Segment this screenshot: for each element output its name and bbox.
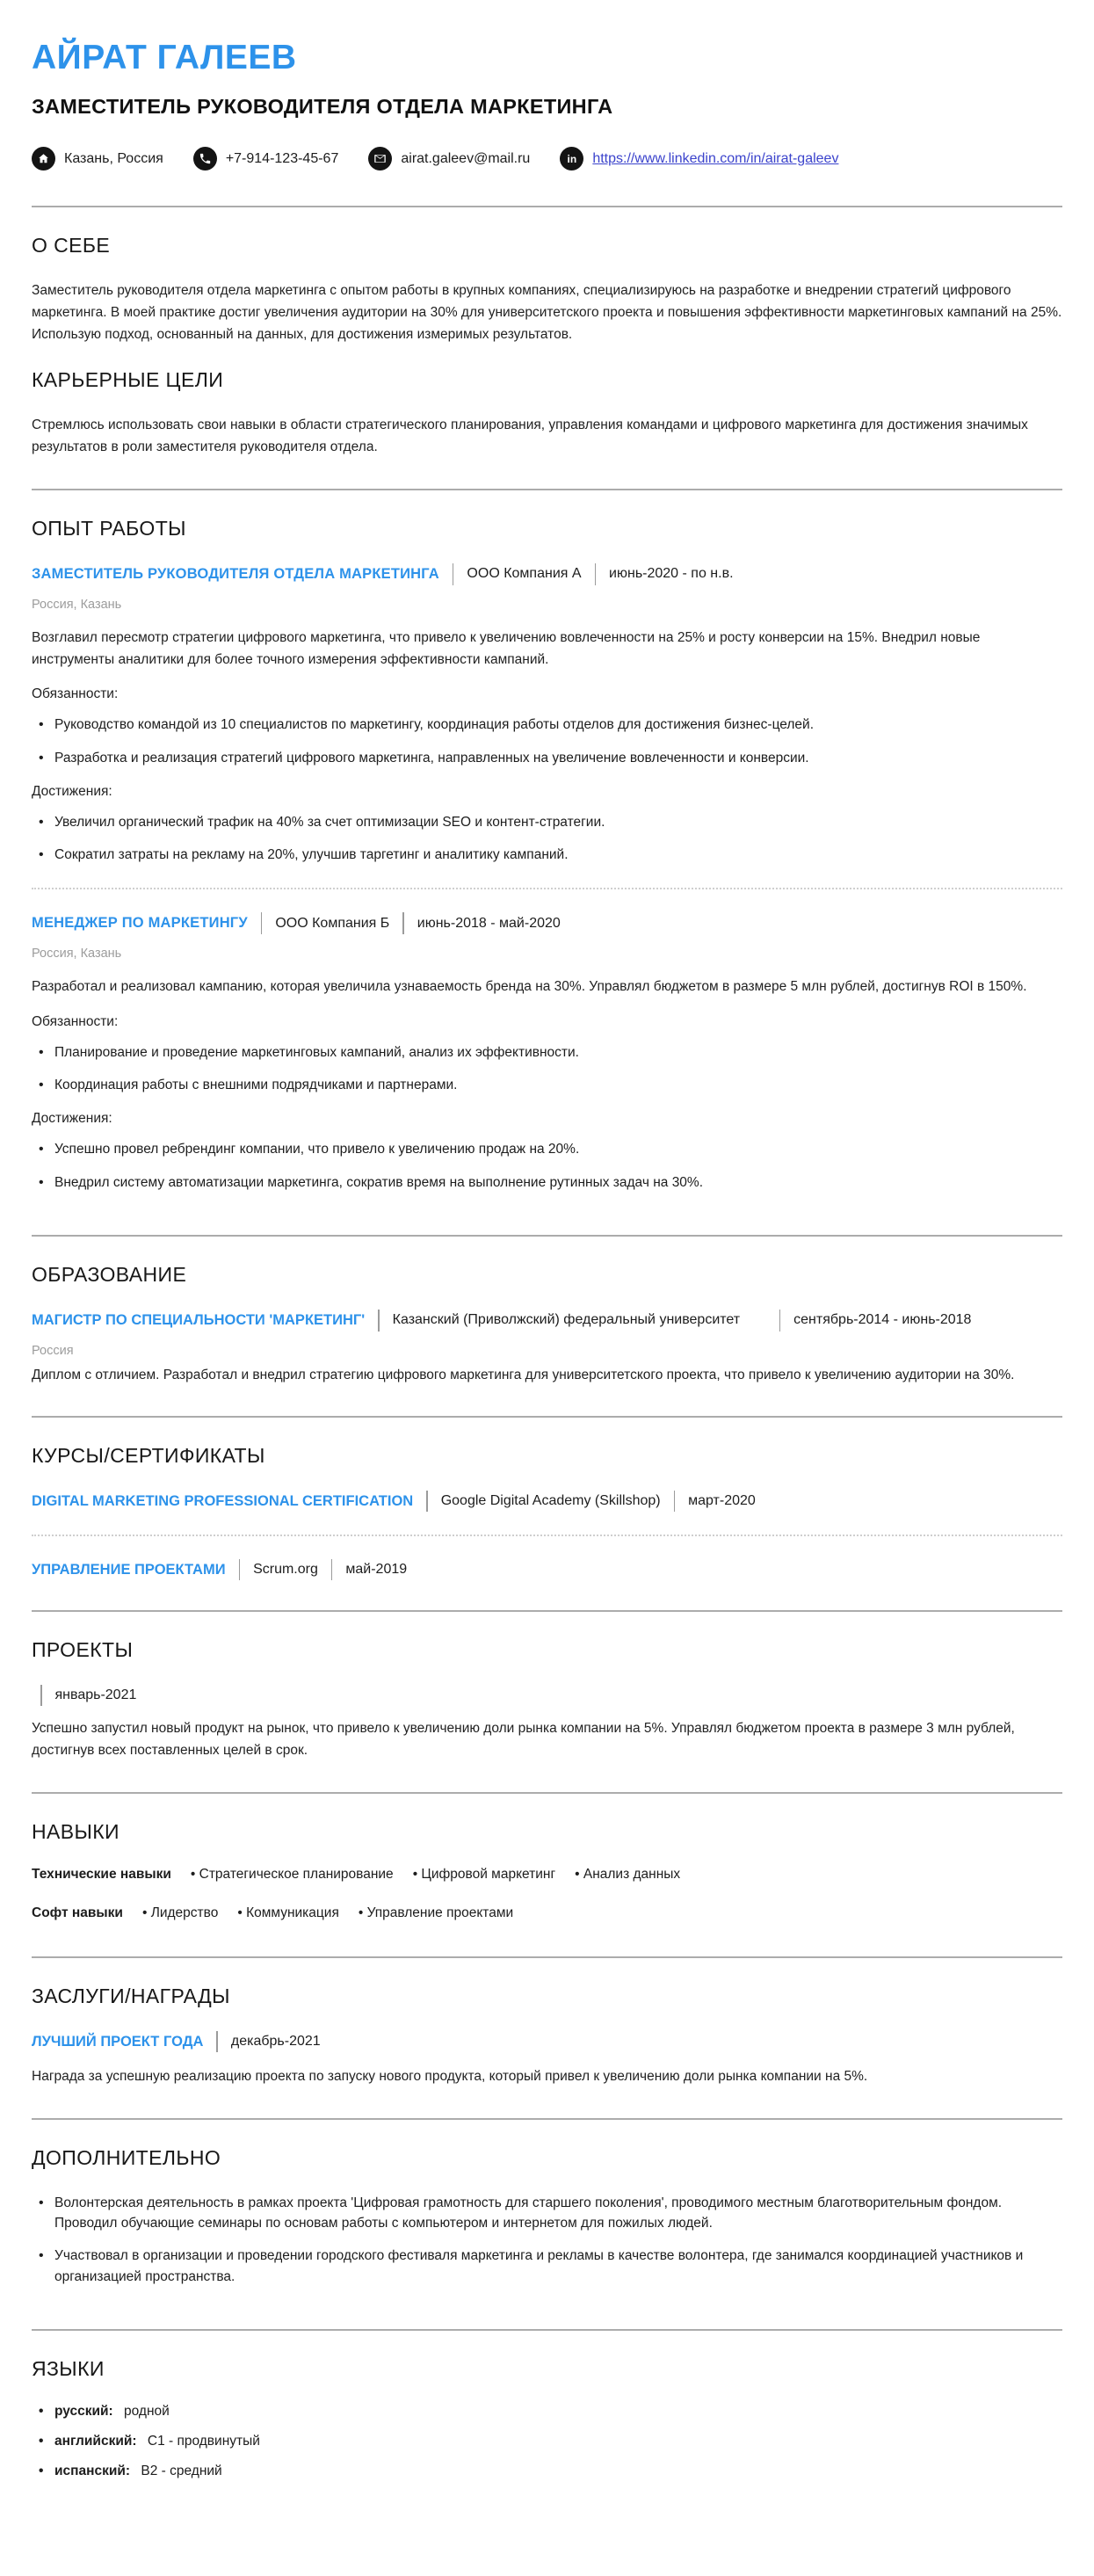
career-goals-text: Стремлюсь использовать свои навыки в области стратегического планирования, управления командами и цифрового маркетинга для достижения значимых результатов в роли заместителя руководителя отдела. (32, 417, 1028, 455)
certification-entry (32, 1559, 1062, 1580)
contact-phone (193, 147, 339, 171)
contact-row (32, 147, 1062, 171)
soft-skills-row (32, 1905, 1062, 1921)
vertical-divider (216, 2031, 218, 2052)
achievements-label: Достижения: (32, 1111, 112, 1127)
awards-heading: ЗАСЛУГИ/НАГРАДЫ (32, 1985, 230, 2008)
list-item: • Руководство командой из 10 специалистов по маркетингу, координация работы отделов для достижения бизнес-целей. (32, 715, 1062, 735)
duties-list (32, 715, 1062, 768)
job-location: Россия, Казань (32, 947, 122, 961)
award-date: декабрь-2021 (230, 2034, 321, 2050)
contact-linkedin (560, 147, 838, 171)
vertical-divider (453, 563, 454, 585)
skill-item: • Управление проектами (359, 1905, 513, 1921)
vertical-divider (378, 1310, 380, 1332)
soft-skills-label: Софт навыки (32, 1905, 123, 1921)
job-header (32, 912, 1062, 934)
section-career-goals (32, 352, 1062, 489)
achievements-label: Достижения: (32, 783, 112, 799)
achievements-list (32, 1139, 1062, 1193)
language-level: B2 - средний (141, 2463, 222, 2478)
linkedin-link[interactable]: https://www.linkedin.com/in/airat-galeev (592, 150, 839, 166)
list-item: • Успешно провел ребрендинг компании, что привело к увеличению продаж на 20%. (32, 1139, 1062, 1159)
education-dates: сентябрь-2014 - июнь-2018 (793, 1312, 972, 1328)
job-entry (32, 563, 1062, 865)
languages-list (32, 2404, 1062, 2479)
job-location: Россия, Казань (32, 597, 122, 612)
phone-icon (193, 147, 217, 171)
skill-item: • Лидерство (142, 1905, 218, 1921)
about-heading: О СЕБЕ (32, 234, 111, 257)
job-title: МЕНЕДЖЕР ПО МАРКЕТИНГУ (32, 915, 248, 932)
vertical-divider (426, 1491, 428, 1512)
section-languages (32, 2331, 1062, 2523)
duties-label: Обязанности: (32, 1013, 119, 1029)
list-item (32, 2464, 1062, 2479)
certification-title: УПРАВЛЕНИЕ ПРОЕКТАМИ (32, 1561, 226, 1578)
contact-phone-text: +7-914-123-45-67 (225, 150, 339, 166)
duties-label: Обязанности: (32, 686, 119, 702)
email-icon (368, 147, 392, 171)
entry-divider (32, 1535, 1062, 1536)
project-date: январь-2021 (54, 1687, 137, 1703)
vertical-divider (261, 912, 263, 934)
vertical-divider (331, 1559, 333, 1580)
job-summary: Возглавил пересмотр стратегии цифрового маркетинга, что привело к увеличению вовлеченности на 25% и росту конверсии на 15%. Внедрил новые инструменты аналитики для более точного измерения эффективности кампаний. (32, 629, 981, 667)
skill-item: • Цифровой маркетинг (413, 1867, 555, 1883)
person-name: АЙРАТ ГАЛЕЕВ (32, 39, 297, 76)
about-text: Заместитель руководителя отдела маркетинга с опытом работы в крупных компаниях, специализируюсь на разработке и внедрении стратегий цифрового маркетинга. В моей практике достиг увеличения аудитории на 30% для университетского проекта и повышения эффективности маркетинговых кампаний на 25%. Использую подход, основанный на данных, для достижения измеримых результатов. (32, 283, 1062, 342)
award-text: Награда за успешную реализацию проекта по запуску нового продукта, который привел к увеличению доли рынка компании на 5%. (32, 2069, 868, 2085)
education-text: Диплом с отличием. Разработал и внедрил стратегию цифрового маркетинга для университетского проекта, что привело к увеличению аудитории на 30%. (32, 1367, 1015, 1382)
contact-email-text: airat.galeev@mail.ru (401, 150, 531, 166)
degree-title: МАГИСТР ПО СПЕЦИАЛЬНОСТИ 'МАРКЕТИНГ' (32, 1311, 366, 1328)
section-additional (32, 2120, 1062, 2329)
job-dates: июнь-2018 - май-2020 (417, 915, 561, 931)
certification-date: март-2020 (688, 1493, 756, 1509)
vertical-divider (674, 1491, 676, 1512)
section-projects (32, 1612, 1062, 1792)
skill-item: • Стратегическое планирование (191, 1867, 394, 1883)
home-icon (32, 147, 55, 171)
language-name: английский: (54, 2433, 137, 2449)
resume-header (32, 39, 1062, 171)
vertical-divider (402, 912, 404, 934)
certification-issuer: Scrum.org (253, 1562, 318, 1578)
institution: Казанский (Приволжский) федеральный университет (392, 1312, 741, 1328)
certification-date: май-2019 (345, 1562, 408, 1578)
section-about (32, 207, 1062, 352)
language-name: испанский: (54, 2463, 131, 2478)
list-item: • Внедрил систему автоматизации маркетинга, сократив время на выполнение рутинных задач на 30%. (32, 1172, 1062, 1193)
list-item: • Планирование и проведение маркетинговых кампаний, анализ их эффективности. (32, 1042, 1062, 1063)
skills-heading: НАВЫКИ (32, 1820, 120, 1844)
list-item: • Разработка и реализация стратегий цифрового маркетинга, направленных на увеличение вовлеченности и конверсии. (32, 748, 1062, 768)
technical-skills-row (32, 1867, 1062, 1883)
section-skills (32, 1794, 1062, 1956)
experience-heading: ОПЫТ РАБОТЫ (32, 516, 186, 540)
job-entry (32, 912, 1062, 1193)
job-header (32, 563, 1062, 585)
contact-email (368, 147, 530, 171)
certification-title: DIGITAL MARKETING PROFESSIONAL CERTIFICATION (32, 1492, 414, 1509)
section-awards (32, 1958, 1062, 2118)
language-name: русский: (54, 2403, 113, 2419)
job-company: ООО Компания Б (275, 915, 390, 931)
career-goals-heading: КАРЬЕРНЫЕ ЦЕЛИ (32, 368, 224, 392)
vertical-divider (779, 1310, 781, 1332)
list-item (32, 2434, 1062, 2449)
award-entry-header (32, 2031, 1062, 2052)
award-title: ЛУЧШИЙ ПРОЕКТ ГОДА (32, 2033, 204, 2050)
entry-divider (32, 888, 1062, 889)
job-company: ООО Компания А (467, 566, 582, 582)
list-item: • Координация работы с внешними подрядчиками и партнерами. (32, 1075, 1062, 1095)
language-level: C1 - продвинутый (147, 2433, 260, 2449)
certification-entry (32, 1491, 1062, 1512)
languages-heading: ЯЗЫКИ (32, 2356, 105, 2380)
section-experience (32, 490, 1062, 1235)
job-dates: июнь-2020 - по н.в. (609, 566, 734, 582)
duties-list (32, 1042, 1062, 1096)
contact-location-text: Казань, Россия (64, 150, 163, 166)
language-level: родной (124, 2403, 170, 2419)
job-title: ЗАМЕСТИТЕЛЬ РУКОВОДИТЕЛЯ ОТДЕЛА МАРКЕТИНГА (32, 565, 439, 582)
additional-heading: ДОПОЛНИТЕЛЬНО (32, 2145, 221, 2169)
list-item: • Участвовал в организации и проведении городского фестиваля маркетинга и рекламы в качестве волонтера, где занимался координацией участников и организацией пространства. (32, 2246, 1051, 2287)
person-job-title: ЗАМЕСТИТЕЛЬ РУКОВОДИТЕЛЯ ОТДЕЛА МАРКЕТИНГА (32, 95, 613, 118)
certifications-heading: КУРСЫ/СЕРТИФИКАТЫ (32, 1444, 265, 1468)
contact-location (32, 147, 163, 171)
education-heading: ОБРАЗОВАНИЕ (32, 1262, 187, 1286)
certification-issuer: Google Digital Academy (Skillshop) (440, 1493, 661, 1509)
skill-item: • Коммуникация (237, 1905, 339, 1921)
job-summary: Разработал и реализовал кампанию, которая увеличила узнаваемость бренда на 30%. Управлял бюджетом в размере 5 млн рублей, достигнув ROI в 150%. (32, 979, 1027, 995)
technical-skills-label: Технические навыки (32, 1867, 171, 1883)
vertical-divider (239, 1559, 241, 1580)
skill-item: • Анализ данных (575, 1867, 680, 1883)
list-item (32, 2404, 1062, 2420)
list-item: • Сократил затраты на рекламу на 20%, улучшив таргетинг и аналитику кампаний. (32, 845, 1062, 865)
section-certifications (32, 1418, 1062, 1610)
education-entry-header (32, 1310, 1062, 1332)
list-item: • Увеличил органический трафик на 40% за счет оптимизации SEO и контент-стратегии. (32, 812, 1062, 832)
additional-list (32, 2193, 1051, 2287)
section-education (32, 1237, 1062, 1417)
project-text: Успешно запустил новый продукт на рынок, что привело к увеличению доли рынка компании на 5%. Управлял бюджетом проекта в размере 3 млн рублей, достигнув всех поставленных целей в срок. (32, 1721, 1015, 1759)
linkedin-icon: in (560, 147, 583, 171)
project-entry-header (40, 1685, 1062, 1706)
education-location: Россия (32, 1343, 74, 1358)
vertical-divider (40, 1685, 42, 1706)
list-item: • Волонтерская деятельность в рамках проекта 'Цифровая грамотность для старшего поколения', проводимого местным благотворительным фондом. Проводил обучающие семинары по основам работы с компьютером и интернетом для пожилых людей. (32, 2193, 1051, 2234)
projects-heading: ПРОЕКТЫ (32, 1638, 134, 1662)
achievements-list (32, 812, 1062, 866)
vertical-divider (595, 563, 597, 585)
